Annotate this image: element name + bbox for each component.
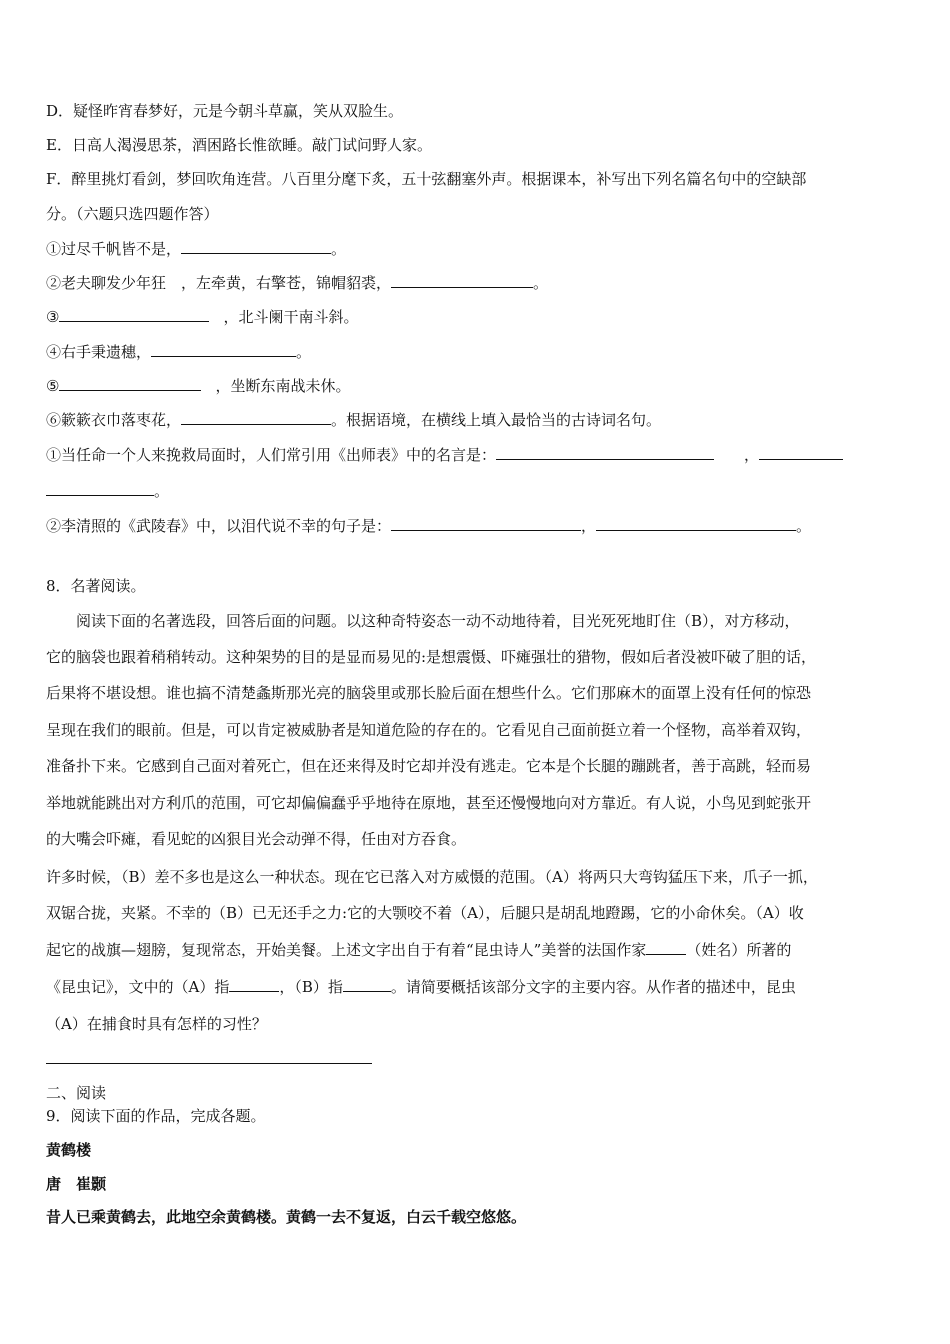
answer-blank[interactable] <box>59 306 209 322</box>
answer-blank[interactable] <box>181 238 331 254</box>
option-d: D．疑怪昨宵春梦好，元是今朝斗草赢，笑从双脸生。 <box>46 102 404 120</box>
passage-line: 它的脑袋也跟着稍稍转动。这种架势的目的是显而易见的:是想震慑、吓瘫强壮的猎物，假如后者没被吓破了胆的话， <box>46 648 817 666</box>
answer-blank[interactable] <box>496 444 714 460</box>
section-2-heading: 二、阅读 <box>46 1084 107 1102</box>
passage-line: 后果将不堪设想。谁也搞不清楚螽斯那光亮的脑袋里或那长脸后面在想些什么。它们那麻木的面罩上没有任何的惊恐 <box>46 684 812 702</box>
question-8-heading: 8．名著阅读。 <box>46 577 146 595</box>
punct: 。 <box>533 274 549 292</box>
fill-item-5-text: ，坐断东南战未休。 <box>215 377 351 395</box>
answer-blank-a[interactable] <box>229 976 279 992</box>
passage-line: 双锯合拢，夹紧。不幸的（B）已无还手之力:它的大颚咬不着（A），后腿只是胡乱地蹬踢，它的小命休矣。（A）收 <box>46 904 804 922</box>
option-e: E．日高人渴漫思茶，酒困路长惟欲睡。敲门试问野人家。 <box>46 136 432 154</box>
passage-line: 准备扑下来。它感到自己面对着死亡，但在还来得及时它却并没有逃走。它本是个长腿的蹦跳者，善于高跳，轻而易 <box>46 757 812 775</box>
answer-blank[interactable] <box>759 444 843 460</box>
passage-line: （A）在捕食时具有怎样的习性？ <box>46 1015 267 1033</box>
answer-blank[interactable] <box>46 480 154 496</box>
punct: 。 <box>331 240 347 258</box>
passage-line: 呈现在我们的眼前。但是，可以肯定被威胁者是知道危险的存在的。它看见自己面前挺立着一个怪物，高举着双钩， <box>46 721 812 739</box>
fill-item-3-marker: ③ <box>46 308 60 326</box>
passage-line: 阅读下面的名著选段，回答后面的问题。以这种奇特姿态一动不动地待着，目光死死地盯住（B），对方移动， <box>76 612 800 630</box>
answer-blank[interactable] <box>596 515 796 531</box>
passage-line: 举地就能跳出对方利爪的范围，可它却偏偏蠢乎乎地待在原地，甚至还慢慢地向对方靠近。有人说，小鸟见到蛇张开 <box>46 794 812 812</box>
fill-item-1 <box>46 238 908 260</box>
context-item-1-text: ①当任命一个人来挽救局面时，人们常引用《出师表》中的名言是： <box>46 446 497 464</box>
poem-line: 昔人已乘黄鹤去，此地空余黄鹤楼。黄鹤一去不复返，白云千载空悠悠。 <box>46 1208 527 1226</box>
fill-item-2-text: ②老夫聊发少年狂 ，左牵黄，右擎苍，锦帽貂裘， <box>46 274 392 292</box>
context-item-2 <box>46 515 908 537</box>
question-9-heading: 9．阅读下面的作品，完成各题。 <box>46 1107 266 1125</box>
passage-line <box>46 976 908 998</box>
punct: ， <box>581 517 597 535</box>
answer-line[interactable] <box>46 1063 372 1064</box>
fill-item-2 <box>46 272 908 294</box>
answer-blank[interactable] <box>391 272 533 288</box>
passage-text: 起它的战旗—翅膀，复现常态，开始美餐。上述文字出自于有着“昆虫诗人”美誉的法国作家 <box>46 941 647 959</box>
passage-line <box>46 939 908 961</box>
fill-item-3 <box>46 306 908 328</box>
punct: 。 <box>154 482 170 500</box>
poem-author: 唐 崔颢 <box>46 1175 107 1193</box>
fill-item-6-text: ⑥簌簌衣巾落枣花， <box>46 411 182 429</box>
passage-line: 许多时候，（B）差不多也是这么一种状态。现在它已落入对方威慑的范围。（A）将两只大弯钩猛压下来，爪子一抓， <box>46 868 818 886</box>
punct: ， <box>744 446 760 464</box>
punct: 。 <box>296 343 312 361</box>
option-f-line2: 分。（六题只选四题作答） <box>46 205 219 223</box>
fill-item-6 <box>46 409 908 431</box>
context-item-2-text: ②李清照的《武陵春》中，以泪代说不幸的句子是： <box>46 517 392 535</box>
answer-blank[interactable] <box>391 515 581 531</box>
fill-item-1-text: ①过尽千帆皆不是， <box>46 240 182 258</box>
answer-blank[interactable] <box>181 409 331 425</box>
passage-text: 《昆虫记》，文中的（A）指 <box>46 978 230 996</box>
author-name-blank[interactable] <box>646 939 686 955</box>
option-f-line1: F．醉里挑灯看剑，梦回吹角连营。八百里分麾下炙，五十弦翻塞外声。根据课本，补写出下列名篇名句中的空缺部 <box>46 170 807 188</box>
answer-blank[interactable] <box>59 375 201 391</box>
passage-text: （姓名）所著的 <box>686 941 792 959</box>
context-item-1-cont <box>46 480 908 502</box>
fill-item-3-text: ，北斗阑干南斗斜。 <box>223 308 359 326</box>
punct: 。 <box>796 517 812 535</box>
instruction-text: 。根据语境，在横线上填入最恰当的古诗词名句。 <box>331 411 662 429</box>
context-item-1 <box>46 444 908 466</box>
answer-blank-b[interactable] <box>343 976 391 992</box>
passage-text: 。请简要概括该部分文字的主要内容。从作者的描述中，昆虫 <box>390 978 796 996</box>
passage-line: 的大嘴会吓瘫，看见蛇的凶狠目光会动弹不得，任由对方吞食。 <box>46 830 467 848</box>
fill-item-4-text: ④右手秉遗穗， <box>46 343 152 361</box>
fill-item-5-marker: ⑤ <box>46 377 60 395</box>
passage-text: ，（B）指 <box>279 978 343 996</box>
poem-title: 黄鹤楼 <box>46 1141 92 1159</box>
fill-item-5 <box>46 375 908 397</box>
answer-blank[interactable] <box>151 341 296 357</box>
fill-item-4 <box>46 341 908 363</box>
